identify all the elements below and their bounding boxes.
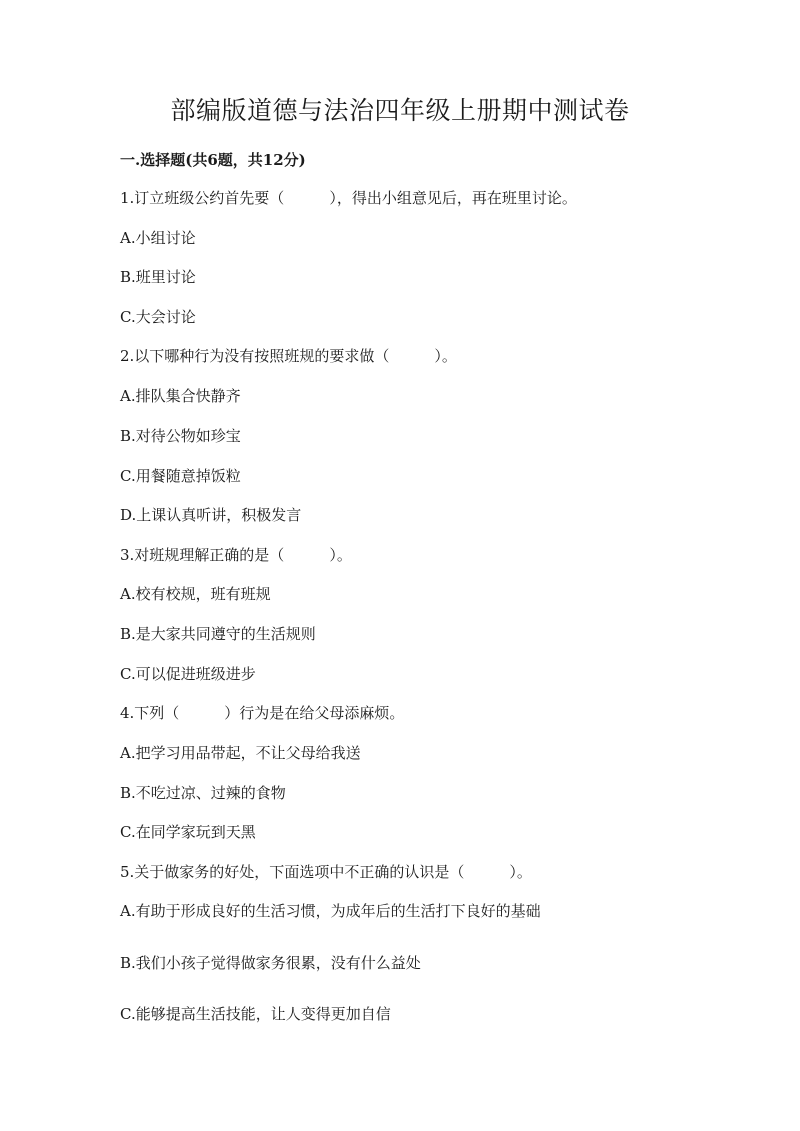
question-3-stem: 3.对班规理解正确的是（ ）。	[120, 546, 352, 564]
question-4-stem: 4.下列（ ）行为是在给父母添麻烦。	[120, 704, 405, 722]
question-1-stem: 1.订立班级公约首先要（ ），得出小组意见后，再在班里讨论。	[120, 189, 577, 207]
question-3-option-c: C.可以促进班级进步	[120, 665, 256, 683]
question-5-stem: 5.关于做家务的好处，下面选项中不正确的认识是（ ）。	[120, 863, 532, 881]
page-title: 部编版道德与法治四年级上册期中测试卷	[170, 96, 630, 125]
question-4-option-a: A.把学习用品带起，不让父母给我送	[120, 744, 361, 762]
question-2-option-b: B.对待公物如珍宝	[120, 427, 241, 445]
question-4-option-c: C.在同学家玩到天黑	[120, 823, 256, 841]
question-1-option-b: B.班里讨论	[120, 268, 196, 286]
question-2-option-a: A.排队集合快静齐	[120, 387, 241, 405]
question-5-option-a: A.有助于形成良好的生活习惯，为成年后的生活打下良好的基础	[120, 902, 541, 920]
question-3-option-b: B.是大家共同遵守的生活规则	[120, 625, 316, 643]
question-2-option-d: D.上课认真听讲，积极发言	[120, 506, 302, 524]
question-2-option-c: C.用餐随意掉饭粒	[120, 467, 241, 485]
question-5-option-c: C.能够提高生活技能，让人变得更加自信	[120, 1005, 391, 1023]
question-3-option-a: A.校有校规，班有班规	[120, 585, 271, 603]
question-1-option-a: A.小组讨论	[120, 229, 196, 247]
question-1-option-c: C.大会讨论	[120, 308, 196, 326]
question-2-stem: 2.以下哪种行为没有按照班规的要求做（ ）。	[120, 347, 457, 365]
section-heading: 一.选择题(共6题，共12分)	[120, 151, 306, 169]
question-4-option-b: B.不吃过凉、过辣的食物	[120, 784, 286, 802]
question-5-option-b: B.我们小孩子觉得做家务很累，没有什么益处	[120, 954, 421, 972]
